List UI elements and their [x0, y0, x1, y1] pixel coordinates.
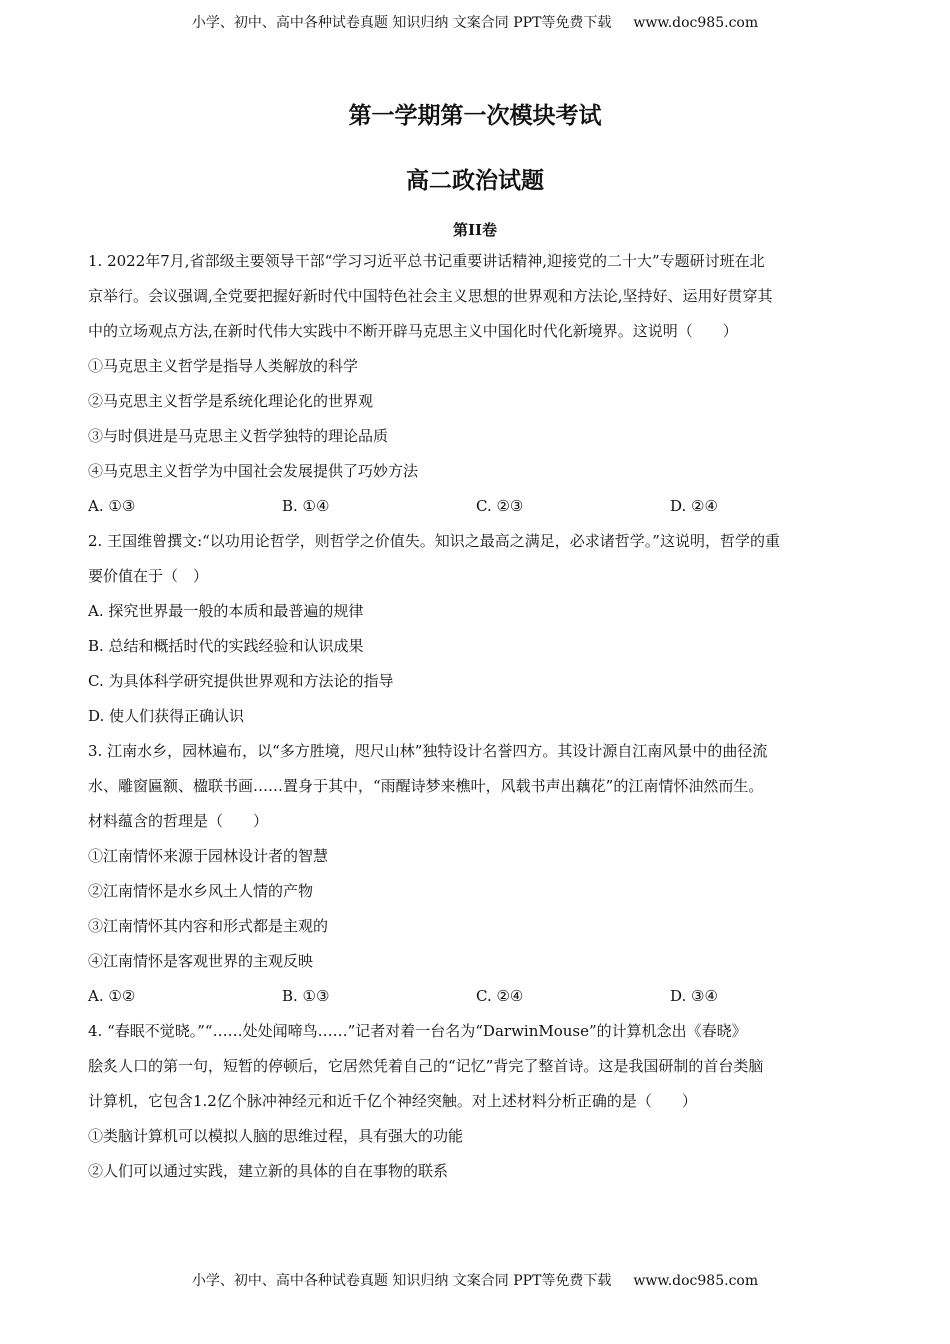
question-stem-line: 计算机，它包含1.2亿个脉冲神经元和近千亿个神经突触。对上述材料分析正确的是（ ） — [88, 1092, 697, 1110]
question-stem-line: 脍炙人口的第一句，短暂的停顿后，它居然凭着自己的“记忆”背完了整首诗。这是我国研制的首台类脑 — [88, 1057, 764, 1075]
option-c: C. ②③ — [476, 497, 524, 515]
question-stem-line: 1. 2022年7月,省部级主要领导干部“学习习近平总书记重要讲话精神,迎接党的二十大”专题研讨班在北 — [88, 252, 765, 270]
section-label: 第II卷 — [452, 221, 498, 239]
statement: ②人们可以通过实践，建立新的具体的自在事物的联系 — [88, 1162, 449, 1180]
option-a: A. 探究世界最一般的本质和最普遍的规律 — [88, 602, 364, 620]
question-3 — [88, 734, 868, 1014]
banner-text: 小学、初中、高中各种试卷真题 知识归纳 文案合同 PPT等免费下载 — [191, 15, 612, 31]
statement: ①类脑计算机可以模拟人脑的思维过程，具有强大的功能 — [88, 1127, 464, 1145]
question-stem-line: 4. “春眠不觉晓。”“……处处闻啼鸟……”记者对着一台名为“DarwinMouse”的计算机念出《春晓》 — [88, 1022, 747, 1040]
question-stem-line: 3. 江南水乡，园林遍布，以“多方胜境，咫尺山林”独特设计名誉四方。其设计源自江南风景中的曲径流 — [88, 742, 768, 760]
statement: ④马克思主义哲学为中国社会发展提供了巧妙方法 — [88, 462, 419, 480]
banner-url[interactable]: www.doc985.com — [633, 1273, 759, 1289]
statement: ③江南情怀其内容和形式都是主观的 — [88, 917, 329, 935]
question-1 — [88, 244, 868, 524]
option-b: B. ①④ — [282, 497, 330, 515]
question-stem-line: 京举行。会议强调,全党要把握好新时代中国特色社会主义思想的世界观和方法论,坚持好、运用好贯穿其 — [88, 287, 773, 305]
banner-text: 小学、初中、高中各种试卷真题 知识归纳 文案合同 PPT等免费下载 — [191, 1273, 612, 1289]
answer-options — [88, 979, 868, 1014]
statement: ①马克思主义哲学是指导人类解放的科学 — [88, 357, 359, 375]
option-d: D. 使人们获得正确认识 — [88, 707, 245, 725]
question-stem-line: 水、雕窗匾额、楹联书画……置身于其中，“雨醒诗梦来樵叶，风载书声出藕花”的江南情怀油然而生。 — [88, 777, 764, 795]
question-4 — [88, 1014, 868, 1189]
question-stem-line: 材料蕴含的哲理是（ ） — [88, 812, 269, 830]
question-stem-line: 2. 王国维曾撰文:“以功用论哲学，则哲学之价值失。知识之最高之满足，必求诸哲学。”这说明，哲学的重 — [88, 532, 780, 550]
option-a: A. ①③ — [88, 497, 136, 515]
exam-content — [88, 244, 868, 1189]
option-c: C. ②④ — [476, 987, 524, 1005]
answer-options — [88, 489, 868, 524]
option-a: A. ①② — [88, 987, 136, 1005]
option-b: B. ①③ — [282, 987, 330, 1005]
option-c: C. 为具体科学研究提供世界观和方法论的指导 — [88, 672, 394, 690]
statement: ②江南情怀是水乡风土人情的产物 — [88, 882, 314, 900]
question-2 — [88, 524, 868, 734]
statement: ①江南情怀来源于园林设计者的智慧 — [88, 847, 329, 865]
question-stem-line: 要价值在于（ ） — [88, 567, 209, 585]
statement: ④江南情怀是客观世界的主观反映 — [88, 952, 314, 970]
exam-title: 第一学期第一次模块考试 — [348, 102, 602, 129]
option-b: B. 总结和概括时代的实践经验和认识成果 — [88, 637, 364, 655]
option-d: D. ②④ — [670, 497, 718, 515]
question-stem-line: 中的立场观点方法,在新时代伟大实践中不断开辟马克思主义中国化时代化新境界。这说明（ ） — [88, 322, 738, 340]
statement: ②马克思主义哲学是系统化理论化的世界观 — [88, 392, 374, 410]
bottom-banner — [0, 1270, 950, 1290]
option-d: D. ③④ — [670, 987, 718, 1005]
statement: ③与时俱进是马克思主义哲学独特的理论品质 — [88, 427, 389, 445]
banner-url[interactable]: www.doc985.com — [633, 15, 759, 31]
exam-subtitle: 高二政治试题 — [406, 167, 544, 194]
top-banner — [0, 12, 950, 32]
